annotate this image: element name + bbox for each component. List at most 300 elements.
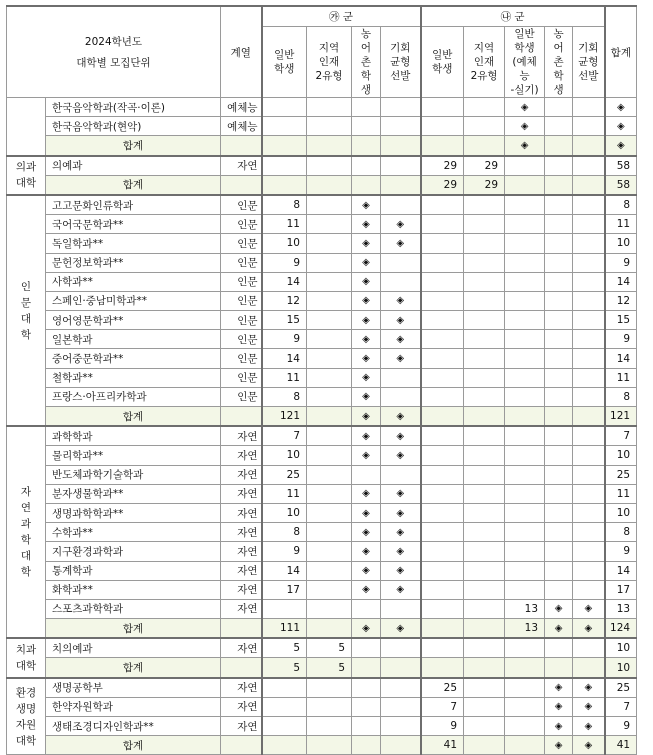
value-cell: 11 [262,215,307,234]
table-row [7,484,637,503]
table-row [7,465,637,484]
sum-row [7,619,637,639]
value-cell [545,272,573,291]
department-name: 지구환경과학과 [46,542,221,561]
field-cell: 예체능 [221,98,262,117]
value-cell: 17 [262,580,307,599]
value-cell [464,117,505,136]
value-cell [307,599,352,618]
sum-row [7,136,637,156]
value-cell [573,523,605,542]
value-cell [352,658,381,678]
value-cell: 58 [605,175,637,195]
subheader-cell: 일반 학생 [421,27,464,98]
value-cell [505,658,545,678]
value-cell [545,349,573,368]
diamond-mark: ◈ [352,619,381,639]
field-cell: 예체능 [221,117,262,136]
department-name: 독일학과** [46,234,221,253]
value-cell: 14 [262,272,307,291]
diamond-mark: ◈ [352,561,381,580]
diamond-mark: ◈ [605,117,637,136]
value-cell [262,599,307,618]
table-row [7,349,637,368]
diamond-mark: ◈ [352,215,381,234]
diamond-mark: ◈ [381,349,421,368]
value-cell [421,503,464,522]
field-cell: 인문 [221,387,262,406]
value-cell [307,736,352,755]
diamond-mark: ◈ [573,736,605,755]
value-cell [464,542,505,561]
value-cell: 10 [605,234,637,253]
table-row [7,291,637,310]
value-cell [545,195,573,215]
value-cell: 111 [262,619,307,639]
value-cell [464,638,505,658]
value-cell [307,580,352,599]
value-cell [262,98,307,117]
table-row [7,387,637,406]
value-cell [573,136,605,156]
table-row [7,215,637,234]
subheader-cell: 지역 인재 2유형 [464,27,505,98]
value-cell [464,446,505,465]
value-cell [262,156,307,176]
value-cell [505,311,545,330]
value-cell: 12 [262,291,307,310]
field-cell: 인문 [221,272,262,291]
value-cell: 10 [262,503,307,522]
department-name: 고고문화인류학과 [46,195,221,215]
value-cell [464,215,505,234]
department-name: 과학학과 [46,426,221,446]
diamond-mark: ◈ [545,619,573,639]
department-name: 한국음악학과(현악) [46,117,221,136]
value-cell [505,697,545,716]
diamond-mark: ◈ [352,272,381,291]
value-cell [505,523,545,542]
value-cell: 41 [421,736,464,755]
value-cell [464,368,505,387]
diamond-mark: ◈ [352,484,381,503]
value-cell [464,311,505,330]
subheader-cell: 지역 인재 2유형 [307,27,352,98]
value-cell [573,484,605,503]
table-row [7,156,637,176]
value-cell [307,311,352,330]
value-cell [421,387,464,406]
diamond-mark: ◈ [573,717,605,736]
value-cell [573,175,605,195]
value-cell [545,638,573,658]
value-cell [307,349,352,368]
diamond-mark: ◈ [505,98,545,117]
value-cell [505,215,545,234]
value-cell [573,426,605,446]
field-cell: 자연 [221,523,262,542]
value-cell [262,678,307,698]
field-cell: 자연 [221,446,262,465]
value-cell [262,117,307,136]
table-row [7,426,637,446]
field-cell: 자연 [221,561,262,580]
value-cell [421,580,464,599]
value-cell [573,195,605,215]
field-cell: 인문 [221,330,262,349]
sum-row [7,736,637,755]
value-cell [307,156,352,176]
value-cell [307,484,352,503]
value-cell [307,523,352,542]
value-cell [381,638,421,658]
value-cell: 14 [262,561,307,580]
value-cell [464,717,505,736]
value-cell: 8 [262,387,307,406]
value-cell [464,407,505,427]
value-cell [464,580,505,599]
value-cell [464,465,505,484]
header-field: 계열 [221,6,262,98]
value-cell: 15 [605,311,637,330]
value-cell [505,175,545,195]
table-row [7,117,637,136]
value-cell [505,272,545,291]
diamond-mark: ◈ [381,561,421,580]
value-cell [464,349,505,368]
value-cell: 7 [605,426,637,446]
diamond-mark: ◈ [573,697,605,716]
value-cell [464,736,505,755]
value-cell [464,387,505,406]
value-cell [307,195,352,215]
table-row [7,561,637,580]
sum-row [7,175,637,195]
sum-label: 합계 [46,658,221,678]
value-cell [545,136,573,156]
value-cell: 121 [605,407,637,427]
value-cell [505,678,545,698]
department-name: 사학과** [46,272,221,291]
value-cell: 11 [262,368,307,387]
value-cell [421,349,464,368]
value-cell [545,407,573,427]
diamond-mark: ◈ [352,387,381,406]
value-cell [307,619,352,639]
value-cell [545,580,573,599]
value-cell [421,446,464,465]
sum-field-cell [221,407,262,427]
value-cell: 9 [605,717,637,736]
diamond-mark: ◈ [573,678,605,698]
value-cell [464,561,505,580]
value-cell [464,678,505,698]
diamond-mark: ◈ [505,117,545,136]
value-cell [352,678,381,698]
sum-label: 합계 [46,136,221,156]
value-cell [307,272,352,291]
value-cell [545,465,573,484]
department-name: 통계학과 [46,561,221,580]
value-cell [352,117,381,136]
value-cell [262,136,307,156]
title-line2: 대학별 모집단위 [76,57,151,69]
value-cell [381,175,421,195]
value-cell [573,561,605,580]
value-cell [464,426,505,446]
value-cell: 11 [605,215,637,234]
diamond-mark: ◈ [352,426,381,446]
field-cell: 인문 [221,234,262,253]
value-cell [307,330,352,349]
value-cell: 8 [262,523,307,542]
value-cell [464,503,505,522]
value-cell [421,619,464,639]
value-cell [573,156,605,176]
value-cell: 29 [464,156,505,176]
value-cell [505,330,545,349]
value-cell [545,523,573,542]
value-cell [421,426,464,446]
department-name: 한약자원학과 [46,697,221,716]
value-cell [464,136,505,156]
department-name: 문헌정보학과** [46,253,221,272]
header-group-na: ㉯ 군 [421,6,605,27]
diamond-mark: ◈ [505,136,545,156]
field-cell: 인문 [221,195,262,215]
value-cell [262,736,307,755]
diamond-mark: ◈ [352,407,381,427]
subheader-cell: 일반 학생 (예체능 -실기) [505,27,545,98]
value-cell [464,523,505,542]
table-row [7,446,637,465]
value-cell [545,484,573,503]
value-cell [505,291,545,310]
department-name: 치의예과 [46,638,221,658]
diamond-mark: ◈ [545,678,573,698]
subheader-cell: 기회 균형 선발 [573,27,605,98]
value-cell [307,407,352,427]
value-cell [307,234,352,253]
value-cell [381,98,421,117]
value-cell: 8 [605,523,637,542]
value-cell [307,426,352,446]
sum-label: 합계 [46,619,221,639]
table-row [7,98,637,117]
department-name: 프랑스·아프리카학과 [46,387,221,406]
value-cell [545,98,573,117]
college-cell: 환경 생명 자원 대학 [7,678,46,755]
value-cell: 9 [262,330,307,349]
table-row [7,234,637,253]
value-cell: 5 [307,638,352,658]
value-cell [545,330,573,349]
value-cell [421,638,464,658]
department-name: 스포츠과학학과 [46,599,221,618]
value-cell: 17 [605,580,637,599]
field-cell: 자연 [221,697,262,716]
value-cell [545,446,573,465]
table-row [7,523,637,542]
field-cell: 인문 [221,368,262,387]
value-cell [505,465,545,484]
value-cell [545,175,573,195]
value-cell [352,98,381,117]
department-name: 일본학과 [46,330,221,349]
sum-field-cell [221,136,262,156]
department-name: 중어중문학과** [46,349,221,368]
value-cell [307,136,352,156]
college-cell: 치과 대학 [7,638,46,677]
value-cell [381,599,421,618]
diamond-mark: ◈ [352,503,381,522]
field-cell: 인문 [221,291,262,310]
diamond-mark: ◈ [545,736,573,755]
subheader-cell: 농 어 촌 학 생 [352,27,381,98]
value-cell [352,465,381,484]
value-cell [307,503,352,522]
value-cell: 11 [605,368,637,387]
diamond-mark: ◈ [381,542,421,561]
field-cell: 인문 [221,349,262,368]
department-name: 국어국문학과** [46,215,221,234]
value-cell [381,368,421,387]
diamond-mark: ◈ [352,349,381,368]
value-cell [307,117,352,136]
value-cell [505,561,545,580]
table-row [7,272,637,291]
value-cell: 10 [605,503,637,522]
sum-field-cell [221,736,262,755]
value-cell [464,484,505,503]
value-cell [464,98,505,117]
value-cell [573,387,605,406]
value-cell [352,736,381,755]
diamond-mark: ◈ [381,407,421,427]
value-cell [352,717,381,736]
value-cell [464,619,505,639]
department-name: 생태조경디자인학과** [46,717,221,736]
value-cell [545,311,573,330]
college-cell [7,98,46,156]
value-cell [381,272,421,291]
field-cell: 자연 [221,156,262,176]
value-cell: 10 [605,658,637,678]
diamond-mark: ◈ [381,484,421,503]
value-cell [307,561,352,580]
value-cell [464,234,505,253]
value-cell [352,136,381,156]
department-name: 생명공학부 [46,678,221,698]
table-row [7,599,637,618]
value-cell [421,98,464,117]
value-cell: 9 [605,330,637,349]
value-cell: 14 [262,349,307,368]
value-cell [307,678,352,698]
table-row [7,253,637,272]
table-row [7,195,637,215]
value-cell [262,175,307,195]
value-cell [381,717,421,736]
value-cell [421,484,464,503]
value-cell [262,697,307,716]
diamond-mark: ◈ [545,599,573,618]
value-cell: 14 [605,349,637,368]
value-cell [545,387,573,406]
value-cell [573,638,605,658]
sum-row [7,407,637,427]
value-cell [545,426,573,446]
diamond-mark: ◈ [545,697,573,716]
value-cell [573,349,605,368]
value-cell: 25 [605,465,637,484]
value-cell [421,234,464,253]
value-cell [381,697,421,716]
value-cell [421,407,464,427]
value-cell [573,215,605,234]
value-cell: 9 [421,717,464,736]
value-cell [505,253,545,272]
value-cell [307,253,352,272]
diamond-mark: ◈ [381,330,421,349]
diamond-mark: ◈ [381,311,421,330]
field-cell: 자연 [221,599,262,618]
diamond-mark: ◈ [352,580,381,599]
value-cell: 11 [605,484,637,503]
value-cell: 9 [262,542,307,561]
table-body [7,98,637,755]
department-name: 스페인·중남미학과** [46,291,221,310]
value-cell: 10 [605,446,637,465]
department-name: 의예과 [46,156,221,176]
diamond-mark: ◈ [352,291,381,310]
diamond-mark: ◈ [381,580,421,599]
value-cell [381,465,421,484]
value-cell [352,599,381,618]
department-name: 분자생물학과** [46,484,221,503]
value-cell [421,330,464,349]
value-cell [381,387,421,406]
value-cell: 8 [262,195,307,215]
value-cell [421,195,464,215]
value-cell [573,368,605,387]
value-cell [545,253,573,272]
subheader-cell: 농 어 촌 학 생 [545,27,573,98]
value-cell [505,426,545,446]
value-cell [421,368,464,387]
value-cell [545,156,573,176]
value-cell [545,234,573,253]
value-cell [505,446,545,465]
table-row [7,503,637,522]
value-cell: 5 [307,658,352,678]
value-cell [307,446,352,465]
sum-label: 합계 [46,407,221,427]
value-cell [573,446,605,465]
table-row [7,697,637,716]
value-cell [464,272,505,291]
diamond-mark: ◈ [381,446,421,465]
value-cell [505,484,545,503]
value-cell [505,387,545,406]
value-cell: 9 [605,253,637,272]
diamond-mark: ◈ [381,234,421,253]
diamond-mark: ◈ [352,253,381,272]
diamond-mark: ◈ [381,426,421,446]
value-cell: 29 [421,156,464,176]
diamond-mark: ◈ [573,599,605,618]
table-row [7,542,637,561]
